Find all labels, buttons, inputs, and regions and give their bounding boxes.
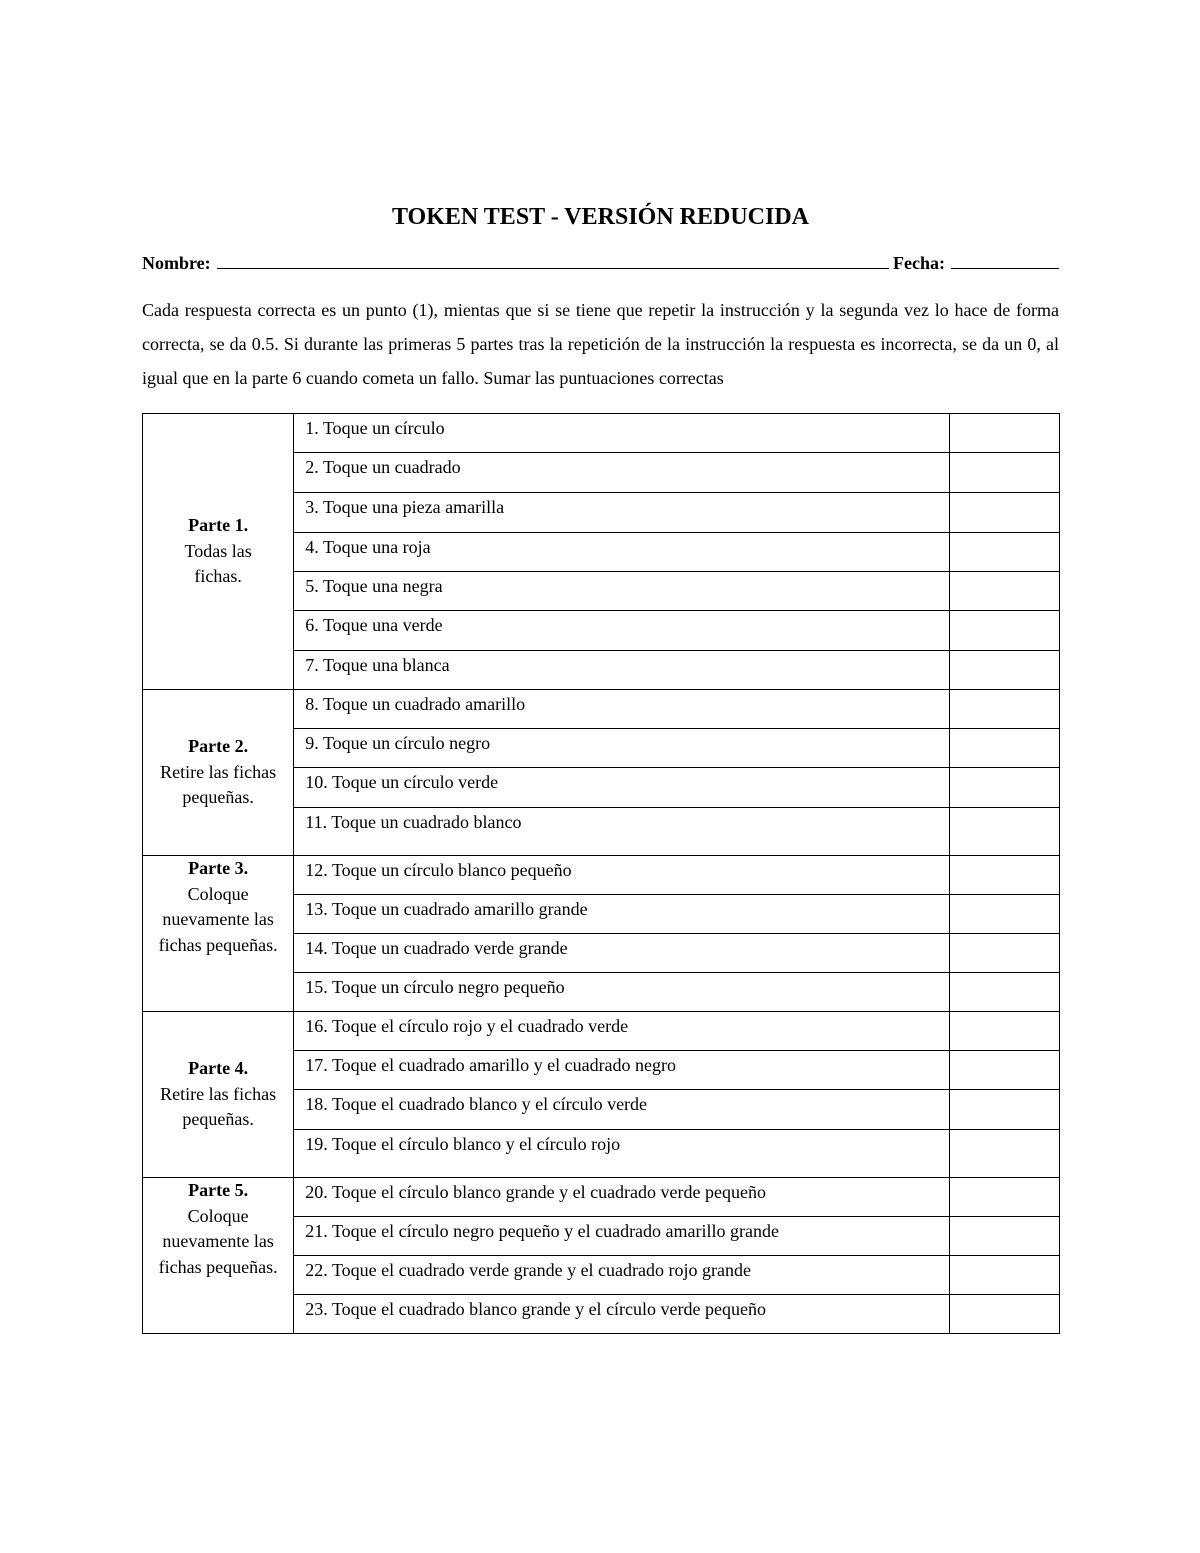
score-cell[interactable] xyxy=(950,414,1060,453)
form-fields xyxy=(142,251,1059,275)
date-label: Fecha: xyxy=(893,253,945,273)
part-name: Parte 2. xyxy=(188,736,249,757)
item-text: 18. Toque el cuadrado blanco y el círculo verde xyxy=(294,1090,950,1130)
token-test-table xyxy=(142,413,1060,1334)
item-text: 4. Toque una roja xyxy=(294,533,950,572)
table-row xyxy=(143,690,1060,729)
item-text: 7. Toque una blanca xyxy=(294,651,950,690)
part-description: Retire las fichas pequeñas. xyxy=(160,761,277,808)
score-cell[interactable] xyxy=(950,1295,1060,1334)
item-text: 21. Toque el círculo negro pequeño y el cuadrado amarillo grande xyxy=(294,1217,950,1256)
name-label: Nombre: xyxy=(142,253,211,273)
score-cell[interactable] xyxy=(950,856,1060,895)
part-name: Parte 5. xyxy=(188,1180,249,1200)
table-row xyxy=(143,1012,1060,1051)
item-text: 15. Toque un círculo negro pequeño xyxy=(294,973,950,1012)
item-text: 6. Toque una verde xyxy=(294,611,950,651)
date-field-line[interactable] xyxy=(951,252,1059,269)
part-cell xyxy=(143,1012,294,1178)
part-description: Retire las fichas pequeñas. xyxy=(160,1083,277,1130)
score-cell[interactable] xyxy=(950,611,1060,651)
part-cell xyxy=(143,856,294,1012)
score-cell[interactable] xyxy=(950,1051,1060,1090)
item-text: 22. Toque el cuadrado verde grande y el cuadrado rojo grande xyxy=(294,1256,950,1295)
instructions-paragraph: Cada respuesta correcta es un punto (1), mientas que si se tiene que repetir la instrucción y la segunda vez lo hace de forma correcta, se da 0.5. Si durante las primeras 5 partes tras la repetición de la instrucción la respuesta es incorrecta, se da un 0, al igual que en la parte 6 cuando cometa un fallo. Sumar las puntuaciones correctas xyxy=(142,300,1059,388)
item-text: 13. Toque un cuadrado amarillo grande xyxy=(294,895,950,934)
score-cell[interactable] xyxy=(950,533,1060,572)
document-title: TOKEN TEST - VERSIÓN REDUCIDA xyxy=(391,204,809,230)
score-cell[interactable] xyxy=(950,1217,1060,1256)
part-description: Coloque nuevamente las fichas pequeñas. xyxy=(158,883,278,955)
name-field-line[interactable] xyxy=(217,252,889,269)
document-header xyxy=(142,195,1059,395)
item-text: 19. Toque el círculo blanco y el círculo rojo xyxy=(294,1130,950,1178)
score-cell[interactable] xyxy=(950,934,1060,973)
part-cell xyxy=(143,690,294,856)
item-text: 1. Toque un círculo xyxy=(294,414,950,453)
score-cell[interactable] xyxy=(950,1130,1060,1178)
score-cell[interactable] xyxy=(950,1256,1060,1295)
score-cell[interactable] xyxy=(950,768,1060,808)
score-cell[interactable] xyxy=(950,1012,1060,1051)
item-text: 16. Toque el círculo rojo y el cuadrado verde xyxy=(294,1012,950,1051)
part-cell xyxy=(143,414,294,690)
item-text: 20. Toque el círculo blanco grande y el cuadrado verde pequeño xyxy=(294,1178,950,1217)
part-name: Parte 3. xyxy=(188,858,249,878)
item-text: 14. Toque un cuadrado verde grande xyxy=(294,934,950,973)
score-cell[interactable] xyxy=(950,572,1060,611)
part-description: Todas las fichas. xyxy=(184,540,252,587)
table-row xyxy=(143,1178,1060,1217)
score-cell[interactable] xyxy=(950,690,1060,729)
item-text: 10. Toque un círculo verde xyxy=(294,768,950,808)
score-cell[interactable] xyxy=(950,808,1060,856)
table-row xyxy=(143,414,1060,453)
score-cell[interactable] xyxy=(950,729,1060,768)
score-cell[interactable] xyxy=(950,453,1060,493)
score-cell[interactable] xyxy=(950,493,1060,533)
item-text: 23. Toque el cuadrado blanco grande y el círculo verde pequeño xyxy=(294,1295,950,1334)
score-cell[interactable] xyxy=(950,1178,1060,1217)
part-name: Parte 1. xyxy=(188,515,249,536)
item-text: 5. Toque una negra xyxy=(294,572,950,611)
score-cell[interactable] xyxy=(950,651,1060,690)
part-cell xyxy=(143,1178,294,1334)
score-cell[interactable] xyxy=(950,1090,1060,1130)
item-text: 11. Toque un cuadrado blanco xyxy=(294,808,950,856)
table-row xyxy=(143,856,1060,895)
item-text: 3. Toque una pieza amarilla xyxy=(294,493,950,533)
item-text: 2. Toque un cuadrado xyxy=(294,453,950,493)
item-text: 8. Toque un cuadrado amarillo xyxy=(294,690,950,729)
part-description: Coloque nuevamente las fichas pequeñas. xyxy=(158,1205,278,1277)
item-text: 9. Toque un círculo negro xyxy=(294,729,950,768)
item-text: 12. Toque un círculo blanco pequeño xyxy=(294,856,950,895)
score-cell[interactable] xyxy=(950,973,1060,1012)
part-name: Parte 4. xyxy=(188,1058,249,1079)
item-text: 17. Toque el cuadrado amarillo y el cuadrado negro xyxy=(294,1051,950,1090)
score-cell[interactable] xyxy=(950,895,1060,934)
